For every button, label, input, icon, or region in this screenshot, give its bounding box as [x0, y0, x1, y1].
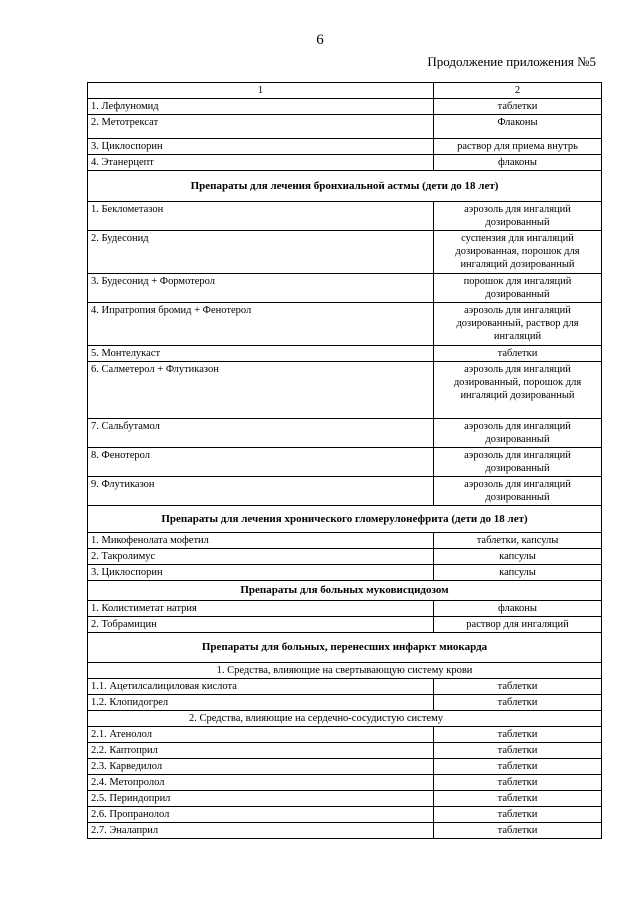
section-title: Препараты для лечения бронхиальной астмы (дети до 18 лет) — [88, 171, 602, 202]
subsection-row — [88, 663, 602, 679]
section-row — [88, 506, 602, 533]
table-row — [88, 791, 602, 807]
drug-name: 3. Циклоспорин — [88, 565, 434, 581]
table-row — [88, 549, 602, 565]
dosage-form: таблетки — [434, 807, 602, 823]
drug-name: 2.2. Каптоприл — [88, 743, 434, 759]
dosage-form: раствор для приема внутрь — [434, 139, 602, 155]
dosage-form: таблетки — [434, 99, 602, 115]
section-row — [88, 581, 602, 601]
drug-name: 1. Микофенолата мофетил — [88, 533, 434, 549]
drug-name: 2.3. Карведилол — [88, 759, 434, 775]
dosage-form: таблетки — [434, 823, 602, 839]
medication-table — [87, 82, 602, 839]
drug-name: 1.2. Клопидогрел — [88, 695, 434, 711]
table-header-row — [88, 83, 602, 99]
table-row — [88, 419, 602, 448]
dosage-form: таблетки — [434, 759, 602, 775]
dosage-form: Флаконы — [434, 115, 602, 139]
drug-name: 2.1. Атенолол — [88, 727, 434, 743]
drug-name: 3. Будесонид + Формотерол — [88, 274, 434, 303]
table-row — [88, 362, 602, 419]
dosage-form: аэрозоль для ингаляций дозированный — [434, 448, 602, 477]
dosage-form: аэрозоль для ингаляций дозированный, порошок для ингаляций дозированный — [434, 362, 602, 419]
drug-name: 2.6. Пропранолол — [88, 807, 434, 823]
drug-name: 2.5. Периндоприл — [88, 791, 434, 807]
table-row — [88, 695, 602, 711]
drug-name: 7. Сальбутамол — [88, 419, 434, 448]
drug-name: 9. Флутиказон — [88, 477, 434, 506]
drug-name: 6. Салметерол + Флутиказон — [88, 362, 434, 419]
table-row — [88, 679, 602, 695]
dosage-form: флаконы — [434, 601, 602, 617]
dosage-form: капсулы — [434, 565, 602, 581]
section-title: Препараты для больных, перенесших инфаркт миокарда — [88, 633, 602, 663]
drug-name: 1. Лефлуномид — [88, 99, 434, 115]
drug-name: 4. Ипратропия бромид + Фенотерол — [88, 303, 434, 346]
table-row — [88, 533, 602, 549]
section-row — [88, 171, 602, 202]
section-row — [88, 633, 602, 663]
table-row — [88, 727, 602, 743]
section-title: Препараты для больных муковисцидозом — [88, 581, 602, 601]
drug-name: 3. Циклоспорин — [88, 139, 434, 155]
drug-name: 4. Этанерцепт — [88, 155, 434, 171]
table-row — [88, 775, 602, 791]
dosage-form: таблетки — [434, 679, 602, 695]
drug-name: 2. Такролимус — [88, 549, 434, 565]
drug-name: 1.1. Ацетилсалициловая кислота — [88, 679, 434, 695]
table-row — [88, 274, 602, 303]
table-row — [88, 115, 602, 139]
dosage-form: аэрозоль для ингаляций дозированный — [434, 202, 602, 231]
dosage-form: таблетки — [434, 791, 602, 807]
drug-name: 8. Фенотерол — [88, 448, 434, 477]
dosage-form: таблетки, капсулы — [434, 533, 602, 549]
dosage-form: таблетки — [434, 775, 602, 791]
section-title: Препараты для лечения хронического гломерулонефрита (дети до 18 лет) — [88, 506, 602, 533]
table-row — [88, 743, 602, 759]
table-row — [88, 617, 602, 633]
table-row — [88, 231, 602, 274]
dosage-form: раствор для ингаляций — [434, 617, 602, 633]
drug-name: 2. Метотрексат — [88, 115, 434, 139]
subsection-title: 1. Средства, влияющие на свертывающую систему крови — [88, 663, 602, 679]
page-number: 6 — [316, 32, 324, 48]
medication-table-body — [88, 83, 602, 839]
drug-name: 2.7. Эналаприл — [88, 823, 434, 839]
dosage-form: аэрозоль для ингаляций дозированный, раствор для ингаляций — [434, 303, 602, 346]
dosage-form: флаконы — [434, 155, 602, 171]
table-row — [88, 477, 602, 506]
dosage-form: суспензия для ингаляций дозированная, порошок для ингаляций дозированный — [434, 231, 602, 274]
drug-name: 2.4. Метопролол — [88, 775, 434, 791]
table-row — [88, 99, 602, 115]
dosage-form: порошок для ингаляций дозированный — [434, 274, 602, 303]
table-row — [88, 346, 602, 362]
column-header-2: 2 — [434, 83, 602, 99]
dosage-form: аэрозоль для ингаляций дозированный — [434, 477, 602, 506]
subsection-title: 2. Средства, влияющие на сердечно-сосудистую систему — [88, 711, 602, 727]
dosage-form: аэрозоль для ингаляций дозированный — [434, 419, 602, 448]
subsection-row — [88, 711, 602, 727]
dosage-form: таблетки — [434, 346, 602, 362]
drug-name: 1. Колистиметат натрия — [88, 601, 434, 617]
dosage-form: капсулы — [434, 549, 602, 565]
table-row — [88, 448, 602, 477]
table-row — [88, 823, 602, 839]
table-row — [88, 202, 602, 231]
table-row — [88, 759, 602, 775]
continuation-note: Продолжение приложения №5 — [427, 54, 596, 69]
table-row — [88, 601, 602, 617]
dosage-form: таблетки — [434, 727, 602, 743]
table-row — [88, 155, 602, 171]
table-row — [88, 807, 602, 823]
drug-name: 2. Тобрамицин — [88, 617, 434, 633]
column-header-1: 1 — [88, 83, 434, 99]
table-row — [88, 565, 602, 581]
table-row — [88, 139, 602, 155]
drug-name: 5. Монтелукаст — [88, 346, 434, 362]
drug-name: 2. Будесонид — [88, 231, 434, 274]
dosage-form: таблетки — [434, 695, 602, 711]
table-row — [88, 303, 602, 346]
dosage-form: таблетки — [434, 743, 602, 759]
drug-name: 1. Беклометазон — [88, 202, 434, 231]
